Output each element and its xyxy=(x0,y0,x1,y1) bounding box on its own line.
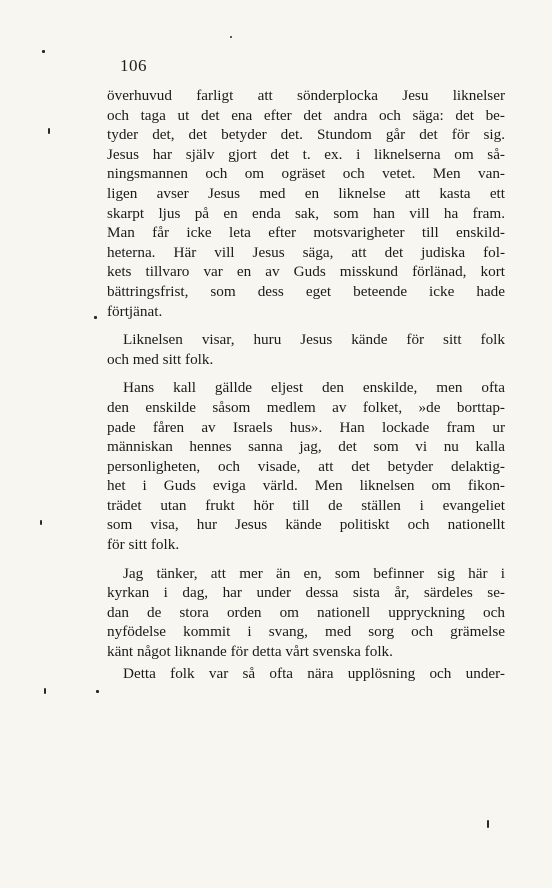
text-line: Man får icke leta efter motsvarigheter till enskild- xyxy=(107,224,505,242)
text-line: kets tillvaro var en av Guds misskund förlänad, kort xyxy=(107,263,505,281)
margin-speck xyxy=(96,690,99,693)
text-line: Hans kall gällde eljest den enskilde, men ofta xyxy=(123,379,505,397)
margin-speck xyxy=(230,36,232,38)
text-line: överhuvud farligt att sönderplocka Jesu liknelser xyxy=(107,87,505,104)
paragraph xyxy=(107,664,505,684)
text-line: dan de stora orden om nationell uppryckning och xyxy=(107,603,505,621)
text-line: ningsmannen och om ogräset och vetet. Men van- xyxy=(107,165,505,183)
page-number: 106 xyxy=(120,56,147,75)
paragraph xyxy=(107,86,505,321)
margin-speck xyxy=(94,316,97,319)
margin-speck xyxy=(487,820,489,828)
text-line: tyder det, det betyder det. Stundom går det för sig. xyxy=(107,126,505,144)
text-line: pade fåren av Israels hus». Han lockade fram ur xyxy=(107,418,505,436)
text-line: känt något liknande för detta vårt svenska folk. xyxy=(107,643,393,661)
text-line: förtjänat. xyxy=(107,302,163,320)
text-line: som visa, hur Jesus kände politiskt och nationellt xyxy=(107,516,505,534)
text-line: ligen avser Jesus med en liknelse att kasta ett xyxy=(107,184,505,202)
text-line: kyrkan i dag, har under dessa sista år, särdeles se- xyxy=(107,584,505,602)
margin-speck xyxy=(48,128,50,134)
text-line: heterna. Här vill Jesus säga, att det judiska fol- xyxy=(107,243,505,261)
text-line: Jag tänker, att mer än en, som befinner sig här i xyxy=(123,564,505,582)
text-line: för sitt folk. xyxy=(107,536,180,554)
text-line: människan hennes sanna jag, det som vi nu kalla xyxy=(107,438,505,456)
text-line: Liknelsen visar, huru Jesus kände för sitt folk xyxy=(123,331,505,349)
text-line: nyfödelse kommit i svang, med sorg och grämelse xyxy=(107,623,505,641)
margin-speck xyxy=(42,50,45,53)
text-line: bättringsfrist, som dess eget beteende icke hade xyxy=(107,282,505,300)
text-line: den enskilde såsom medlem av folket, »de borttap- xyxy=(107,398,505,416)
text-line: Detta folk var så ofta nära upplösning och under- xyxy=(123,664,505,682)
body-text xyxy=(107,86,505,683)
text-line: skarpt ljus på en enda sak, som han vill ha fram. xyxy=(107,204,505,222)
margin-speck xyxy=(44,688,46,694)
text-line: het i Guds eviga värld. Men liknelsen om fikon- xyxy=(107,477,505,495)
text-line: Jesus har själv gjort det t. ex. i liknelserna om så- xyxy=(107,145,505,163)
text-line: trädet utan frukt hör till de ställen i evangeliet xyxy=(107,496,505,514)
text-line: och med sitt folk. xyxy=(107,350,214,368)
text-line: och taga ut det ena efter det andra och säga: det be- xyxy=(107,106,505,124)
text-line: personligheten, och visade, att det betyder delaktig- xyxy=(107,457,505,475)
paragraph xyxy=(107,378,505,554)
paragraph xyxy=(107,564,505,662)
margin-speck xyxy=(40,520,42,525)
paragraph xyxy=(107,330,505,369)
